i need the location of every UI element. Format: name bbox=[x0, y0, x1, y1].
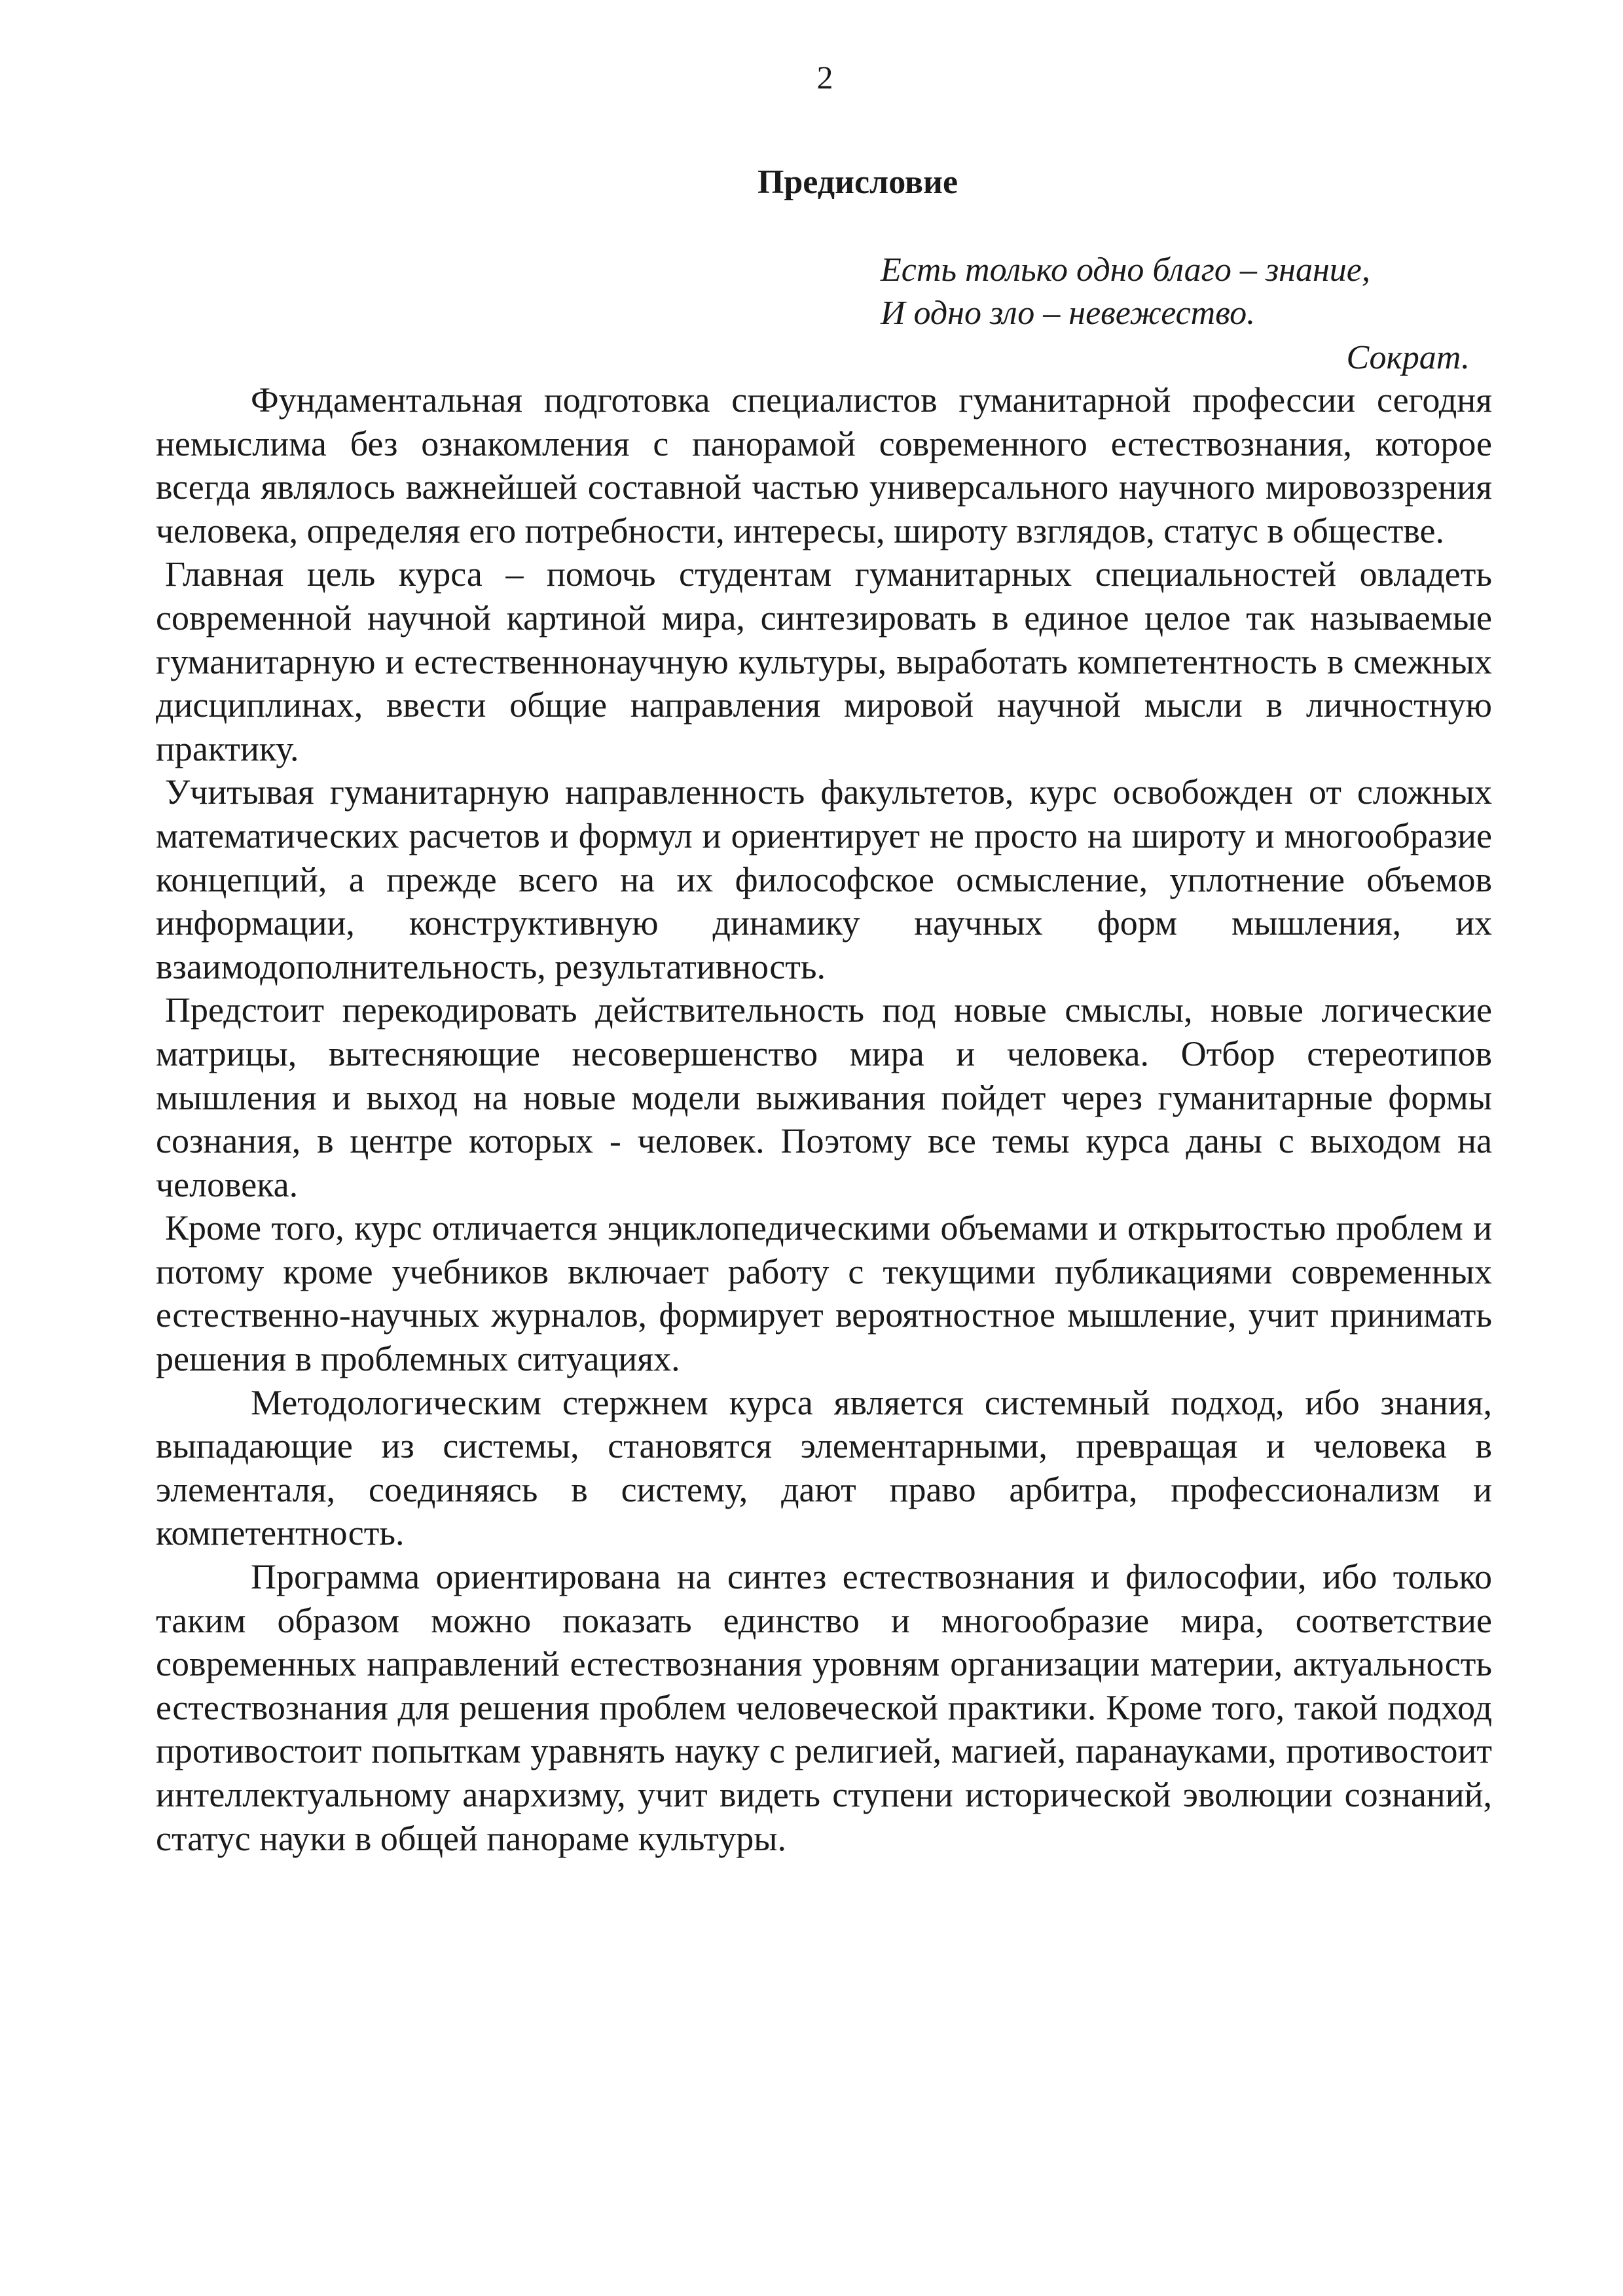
paragraph: Кроме того, курс отличается энциклопедическими объемами и открытостью проблем и потому кроме учебников включает работу с текущими публикациями современных естественно-научных журналов, формирует вероятностное мышление, учит принимать решения в проблемных ситуациях. bbox=[156, 1208, 1492, 1379]
epigraph-line-1: Есть только одно благо – знание, bbox=[881, 251, 1370, 289]
paragraph: Предстоит перекодировать действительность под новые смыслы, новые логические матрицы, вытесняющие несовершенство мира и человека. Отбор стереотипов мышления и выход на новые модели выживания пойдет через гуманитарные формы сознания, в центре которых - человек. Поэтому все темы курса даны с выходом на человека. bbox=[156, 990, 1492, 1204]
paragraph: Учитывая гуманитарную направленность факультетов, курс освобожден от сложных математических расчетов и формул и ориентирует не просто на широту и многообразие концепций, а прежде всего на их философское осмысление, уплотнение объемов информации, конструктивную динамику научных форм мышления, их взаимодополнительность, результативность. bbox=[156, 772, 1492, 986]
body-text bbox=[156, 378, 1492, 1860]
epigraph bbox=[881, 249, 1470, 335]
epigraph-line-2: И одно зло – невежество. bbox=[881, 295, 1256, 332]
page-number: 2 bbox=[816, 59, 833, 96]
paragraph: Главная цель курса – помочь студентам гуманитарных специальностей овладеть современной научной картиной мира, синтезировать в единое целое так называемые гуманитарную и естественнонаучную культуры, выработать компетентность в смежных дисциплинах, ввести общие направления мировой научной мысли в личностную практику. bbox=[156, 554, 1492, 768]
paragraph: Фундаментальная подготовка специалистов гуманитарной профессии сегодня немыслима без ознакомления с панорамой современного естествознания, которое всегда являлось важнейшей составной частью универсального научного мировоззрения человека, определяя его потребности, интересы, широту взглядов, статус в обществе. bbox=[156, 380, 1492, 550]
paragraph: Программа ориентирована на синтез естествознания и философии, ибо только таким образом можно показать единство и многообразие мира, соответствие современных направлений естествознания уровням организации материи, актуальность естествознания для решения проблем человеческой практики. Кроме того, такой подход противостоит попыткам уравнять науку с религией, магией, паранауками, противостоит интеллектуальному анархизму, учит видеть ступени исторической эволюции сознаний, статус науки в общей панораме культуры. bbox=[156, 1557, 1492, 1858]
epigraph-author: Сократ. bbox=[1346, 339, 1470, 376]
paragraph: Методологическим стержнем курса является системный подход, ибо знания, выпадающие из системы, становятся элементарными, превращая и человека в элементаля, соединяясь в систему, дают право арбитра, профессионализм и компетентность. bbox=[156, 1382, 1492, 1553]
page-title: Предисловие bbox=[757, 164, 958, 201]
